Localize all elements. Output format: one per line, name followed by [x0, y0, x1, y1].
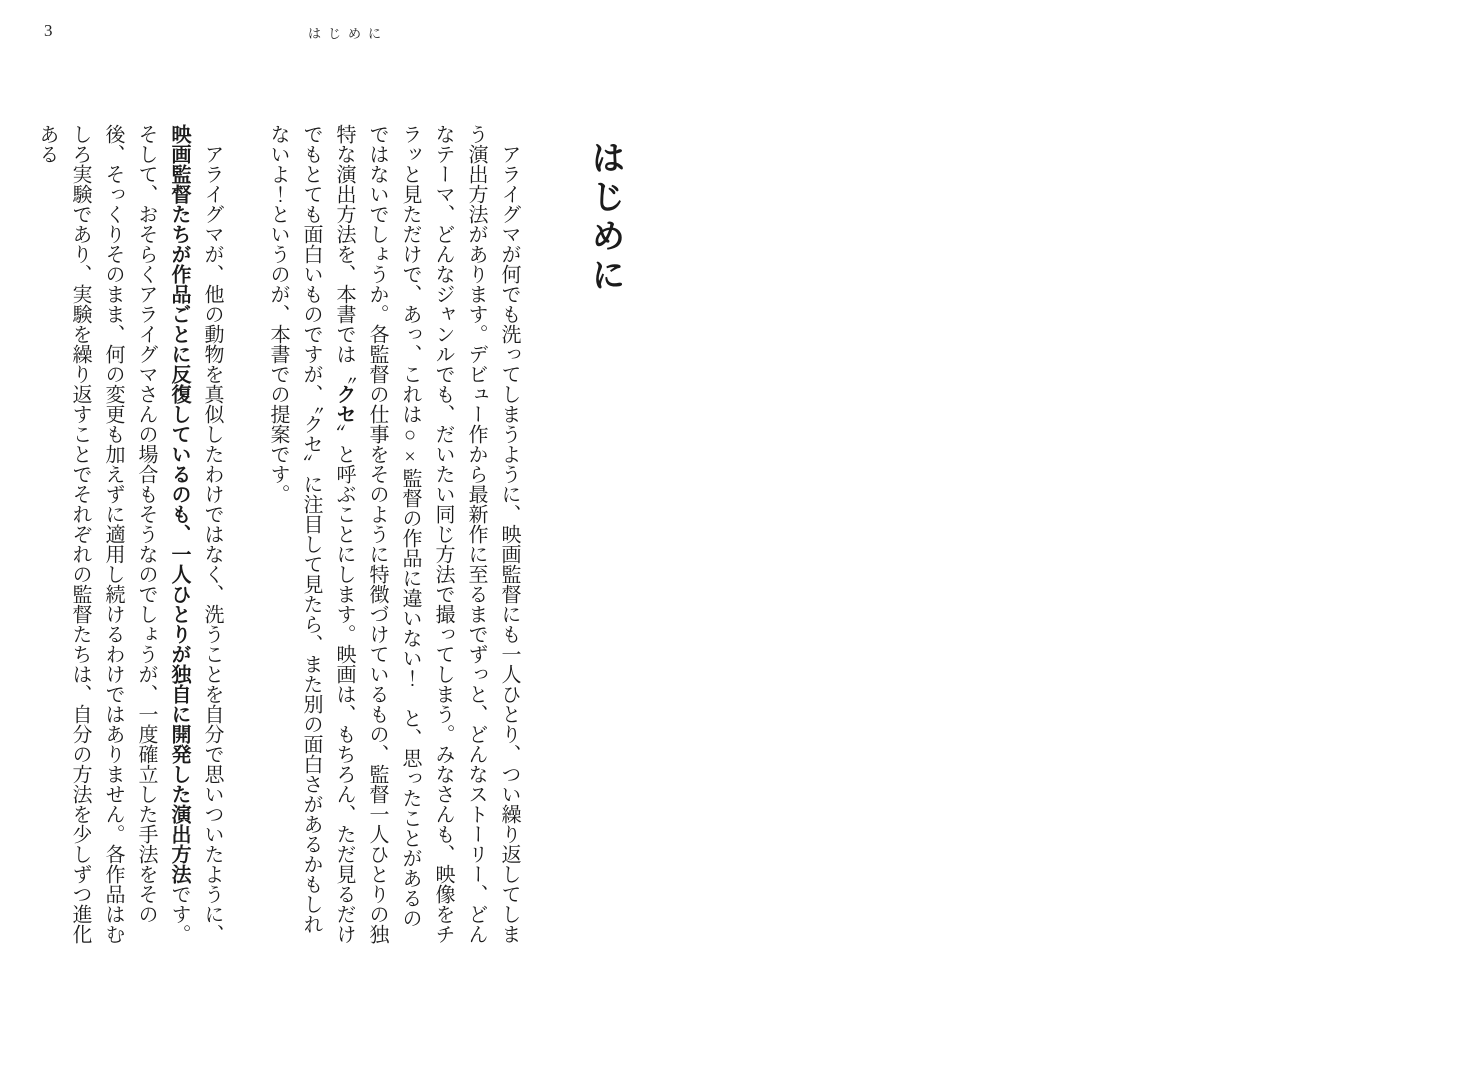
chapter-title: はじめに — [586, 140, 624, 296]
emphasis-text: クセ — [333, 384, 355, 424]
text-block — [30, 124, 525, 944]
page-number: 3 — [44, 21, 53, 40]
running-header: はじめに — [308, 26, 389, 41]
emphasis-text: 映画監督たちが作品ごとに反復しているのも、一人ひとりが独自に開発した演出方法 — [168, 124, 190, 884]
body-text: 〞と呼ぶことにします。映画は、もちろん、ただ見るだけでもとても面白いものですが、〝クセ〞に注目して見たら、また別の面白さがあるかもしれないよ！というのが、本書での提案です。 — [267, 124, 355, 944]
body-text: です。そして、おそらくアライグマさんの場合もそうなのでしょうが、一度確立した手法をその後、そっくりそのまま、何の変更も加えずに適用し続けるわけではありません。各作品はむしろ実験であり、実験を繰り返すことでそれぞれの監督たちは、自分の方法を少しずつ進化ある — [36, 124, 190, 944]
paragraph — [261, 124, 525, 944]
body-text: アライグマが、他の動物を真似したわけではなく、洗うことを自分で思いついたように、 — [201, 144, 223, 944]
paragraph — [30, 124, 228, 944]
body-text: アライグマが何でも洗ってしまうように、映画監督にも一人ひとり、つい繰り返してしまう演出方法があります。デビュー作から最新作に至るまでずっと、どんなストーリー、どんなテーマ、どんなジャンルでも、だいたい同じ方法で撮ってしまう。みなさんも、映像をチラッと見ただけで、あっ、これは○×監督の作品に違いない！ と、思ったことがあるのではないでしょうか。各監督の仕事をそのように特徴づけているもの、監督一人ひとりの独特な演出方法を、本書では〝 — [333, 124, 520, 944]
